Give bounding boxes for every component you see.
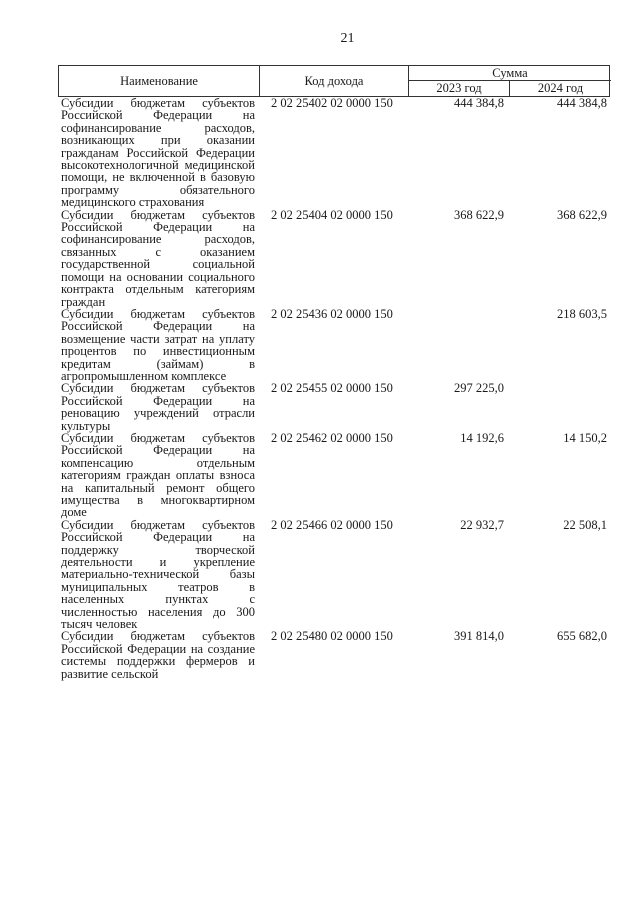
header-sum: Сумма [409, 66, 611, 81]
row-value-2024: 22 508,1 [563, 517, 607, 532]
row-value-2024: 218 603,5 [557, 306, 607, 321]
table-row [58, 630, 610, 680]
row-code: 2 02 25404 02 0000 150 [271, 207, 393, 222]
table-header [58, 65, 610, 97]
table-row [58, 432, 610, 519]
table-row [58, 209, 610, 308]
row-value-2024: 655 682,0 [557, 629, 607, 644]
row-code: 2 02 25455 02 0000 150 [271, 381, 393, 396]
revenue-table [58, 65, 610, 680]
page-number: 21 [340, 31, 355, 46]
header-year-2024: 2024 год [537, 81, 584, 96]
header-code: Код дохода [260, 66, 409, 96]
table-row [58, 382, 610, 432]
table-row [58, 97, 610, 209]
row-value-2024: 14 150,2 [563, 430, 607, 445]
row-name: Субсидии бюджетам субъектов Российской Федерации на софинансирование расходов, возникающих при оказании гражданам Российской Федерации высокотехнологичной медицинской помощи, не включенной в базовую программу обязательного медицинского страхования [61, 96, 255, 210]
row-name: Субсидии бюджетам субъектов Российской Федерации на реновацию учреждений отрасли культуры [61, 381, 255, 433]
row-name: Субсидии бюджетам субъектов Российской Федерации на поддержку творческой деятельности и укрепление материально-технической базы муниципальных театров в населенных пунктах с численностью населения до 300 тысяч человек [61, 517, 255, 632]
table-row [58, 308, 610, 382]
table-body [58, 97, 610, 680]
row-value-2023: 391 814,0 [454, 629, 504, 644]
header-name: Наименование [59, 66, 260, 96]
row-value-2023: 14 192,6 [460, 430, 504, 445]
row-value-2024: 368 622,9 [557, 207, 607, 222]
row-code: 2 02 25436 02 0000 150 [271, 306, 393, 321]
row-code: 2 02 25480 02 0000 150 [271, 629, 393, 644]
table-row [58, 519, 610, 631]
row-value-2024 [506, 382, 609, 432]
row-name: Субсидии бюджетам субъектов Российской Федерации на создание системы поддержки фермеров и развитие сельской [61, 629, 255, 681]
row-code: 2 02 25462 02 0000 150 [271, 430, 393, 445]
row-code: 2 02 25402 02 0000 150 [271, 96, 393, 110]
row-name: Субсидии бюджетам субъектов Российской Федерации на компенсацию отдельным категориям граждан оплаты взноса на капитальный ремонт общего имущества в многоквартирном доме [61, 430, 255, 520]
row-name: Субсидии бюджетам субъектов Российской Федерации на возмещение части затрат на уплату процентов по инвестиционным кредитам (займам) в агропромышленном комплексе [61, 306, 255, 383]
row-value-2023: 444 384,8 [454, 96, 504, 110]
row-name: Субсидии бюджетам субъектов Российской Федерации на софинансирование расходов, связанных с оказанием государственной социальной помощи на основании социального контракта отдельным категориям граждан [61, 207, 255, 309]
row-value-2023: 297 225,0 [454, 381, 504, 396]
header-year-2023: 2023 год [409, 81, 510, 96]
row-code: 2 02 25466 02 0000 150 [271, 517, 393, 532]
row-value-2023: 368 622,9 [454, 207, 504, 222]
row-value-2024: 444 384,8 [557, 96, 607, 110]
row-value-2023: 22 932,7 [460, 517, 504, 532]
row-value-2023 [413, 308, 506, 382]
